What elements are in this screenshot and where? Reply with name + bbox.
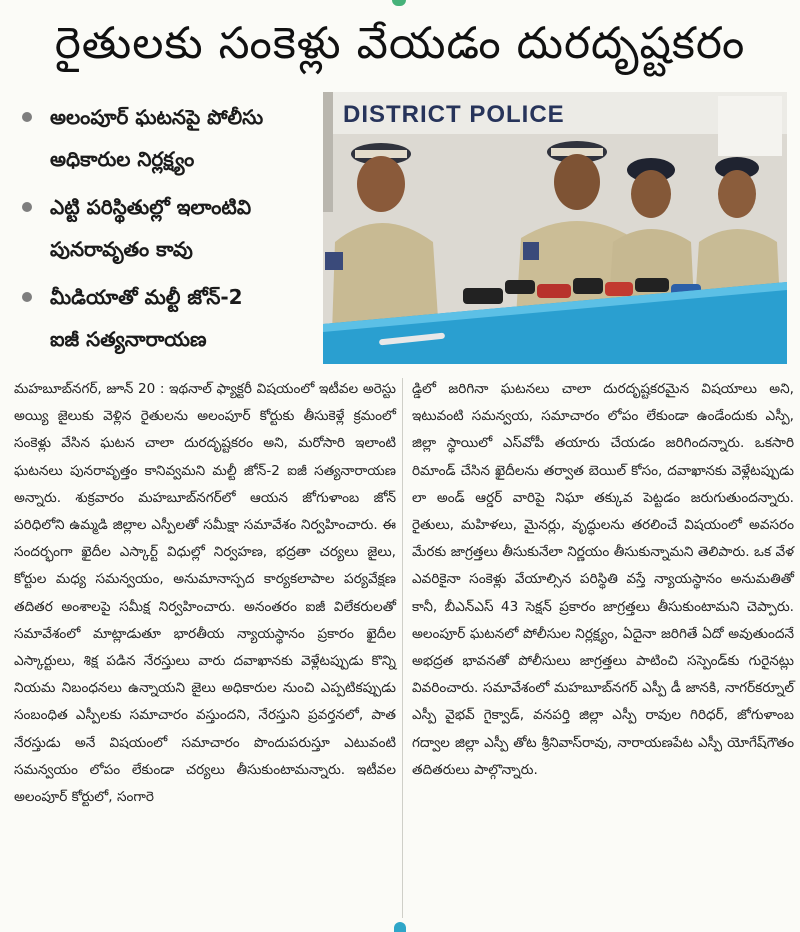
highlight-line: పునరావృతం కావు (50, 237, 193, 261)
press-meet-illustration (323, 92, 787, 364)
highlight-line: మీడియాతో మల్టీ జోన్-2 (50, 285, 243, 309)
highlight-item (14, 96, 320, 180)
bullet-icon (22, 112, 32, 122)
press-meet-photo (323, 92, 787, 364)
bullet-icon (22, 202, 32, 212)
bullet-icon (22, 292, 32, 302)
article-column-right: డ్డిలో జరిగినా ఘటనలు చాలా దురదృష్టకరమైన విషయాలు అని, ఇటువంటి సమన్వయ, సమాచారం లోపం లేకుండా ఉండేందుకు ఎస్పీ, జిల్లా స్థాయిలో ఎస్‌వోపీ తయారు చేయడం జరిగిందన్నారు. ఒకసారి రిమాండ్ చేసిన ఖైదీలను తర్వాత బెయిల్ కోసం, దవాఖానకు వెళ్లేటప్పుడు లా అండ్ ఆర్డర్ వారిపై నిఘా తక్కువ పెట్టడం జరుగుతుందన్నారు. రైతులు, మహిళలు, మైనర్లు, వృద్ధులను తరలించే విషయంలో అవసరం మేరకు జాగ్రత్తలు తీసుకునేలా నిర్ణయం తీసుకున్నామని తెలిపారు. ఒక వేళ ఎవరికైనా సంకెళ్లు వేయాల్సిన పరిస్థితి వస్తే న్యాయస్థానం అనుమతితో కానీ, బీఎన్ఎస్ 43 సెక్షన్ ప్రకారం జాగ్రత్తలు తీసుకుంటామని చెప్పారు. అలంపూర్ ఘటనలో పోలీసుల నిర్లక్ష్యం, ఏదైనా జరిగితే ఏదో అవుతుందనే అభద్రత భావనతో పోలీసులు జాగ్రత్తలు పాటించి సస్పెండ్‌కు గురైనట్లు వివరించారు. సమావేశంలో మహబూబ్‌నగర్ ఎస్పీ డీ జానకి, నాగర్‌కర్నూల్ ఎస్పీ వైభవ్ గైక్వాడ్, వనపర్తి జిల్లా ఎస్పీ రావుల గిరిధర్, జోగుళాంబ గద్వాల జిల్లా ఎస్పీ తోట శ్రీనివాస్‌రావు, నారాయణపేట ఎస్పీ యోగేష్‌గౌతం తదితరులు పాల్గొన్నారు. (412, 381, 794, 778)
highlight-line: ఎట్టి పరిస్థితుల్లో ఇలాంటివి (50, 195, 252, 219)
headline: రైతులకు సంకెళ్లు వేయడం దురదృష్టకరం (54, 18, 746, 69)
highlight-line: ఐజీ సత్యనారాయణ (50, 327, 207, 351)
article-column-left: మహబూబ్‌నగర్, జూన్ 20 : ఇథనాల్ ఫ్యాక్టరీ విషయంలో ఇటీవల అరెస్టు అయ్యి జైలుకు వెళ్లిన రైతులను అలంపూర్ కోర్టుకు తీసుకెళ్లే క్రమంలో సంకెళ్లు వేసిన ఘటన చాలా దురదృష్టకరం అని, మరోసారి ఇలాంటి ఘటనలు పునరావృత్తం కానివ్వమని మల్టీ జోన్-2 ఐజీ సత్యనారాయణ అన్నారు. శుక్రవారం మహబూబ్‌నగర్‌లో ఆయన జోగుళాంబ జోన్ పరిధిలోని ఉమ్మడి జిల్లాల ఎస్పీలతో సమీక్షా సమావేశం నిర్వహించారు. ఈ సందర్భంగా ఖైదీల ఎస్కార్ట్ విధుల్లో నిర్వహణ, భద్రతా చర్యలు జైలు, కోర్టుల మధ్య సమన్వయం, అనుమానాస్పద కార్యకలాపాల పర్యవేక్షణ తదితర అంశాలపై సమీక్ష నిర్వహించారు. అనంతరం ఐజీ విలేకరులతో సమావేశంలో మాట్లాడుతూ భారతీయ న్యాయస్థానం ప్రకారం ఖైదీల ఎస్కార్టులు, శిక్ష పడిన నేరస్తులు వారు దవాఖానకు వెళ్లేటప్పుడు కొన్ని నియమ నిబంధనలు ఉన్నాయని జైలు అధికారుల నుంచి ఎప్పటికప్పుడు సంబంధిత ఎస్పీలకు సమాచారం వస్తుందని, నేరస్తుని ప్రవర్తనలో, పాత నేరస్తుడు అనే విషయంలో సమాచారం పొందుపరుస్తూ ఎటువంటి సమన్వయం లోపం లేకుండా చర్యలు తీసుకుంటామన్నారు. ఇటీవల అలంపూర్ కోర్టులో, సంగారె (14, 381, 396, 806)
bottom-accent-mark (394, 922, 406, 932)
highlight-item (14, 276, 320, 360)
column-divider (402, 378, 403, 918)
highlight-item (14, 186, 320, 270)
highlight-line: అలంపూర్ ఘటనపై పోలీసు (50, 105, 264, 129)
highlights-list (14, 96, 320, 360)
highlight-line: అధికారుల నిర్లక్ష్యం (50, 147, 195, 171)
banner-text: DISTRICT POLICE (343, 101, 565, 128)
